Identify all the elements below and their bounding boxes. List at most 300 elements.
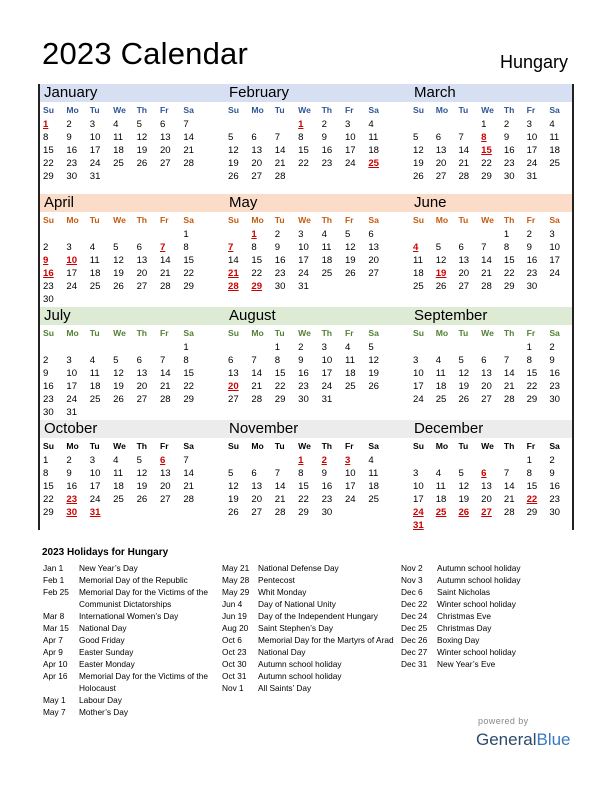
holiday-item bbox=[222, 682, 394, 694]
day-cell: 18 bbox=[113, 481, 124, 492]
weekday-label: Fr bbox=[159, 441, 169, 451]
day-cell: 20 bbox=[251, 158, 263, 169]
day-cell bbox=[160, 506, 183, 519]
week-row bbox=[410, 519, 572, 532]
holiday-name: National Day bbox=[79, 623, 127, 633]
week-row bbox=[410, 254, 572, 267]
day-cell: 23 bbox=[526, 268, 538, 279]
day-cell: 10 bbox=[66, 368, 78, 379]
day-cell: 11 bbox=[113, 132, 124, 143]
day-cell: 22 bbox=[481, 158, 492, 169]
day-cell: 24 bbox=[321, 381, 333, 392]
day-cell: 27 bbox=[458, 281, 470, 292]
weekday-label: Mo bbox=[251, 215, 264, 225]
day-cell: 30 bbox=[549, 394, 560, 405]
week-row bbox=[410, 467, 572, 480]
day-cell: 18 bbox=[435, 381, 447, 392]
day-cell: 3 bbox=[526, 119, 532, 130]
holiday-item bbox=[222, 598, 394, 610]
day-cell: 26 bbox=[344, 268, 356, 279]
day-cell: 13 bbox=[458, 255, 470, 266]
day-cell: 12 bbox=[113, 255, 124, 266]
day-cell: 12 bbox=[458, 481, 470, 492]
week-row bbox=[410, 241, 572, 254]
day-cell: 12 bbox=[344, 242, 356, 253]
day-cell: 10 bbox=[66, 255, 78, 266]
day-cell: 1 bbox=[43, 455, 49, 466]
day-cell: 26 bbox=[458, 507, 470, 518]
week-row bbox=[410, 393, 572, 406]
day-cell: 16 bbox=[298, 368, 309, 379]
day-cell: 2 bbox=[549, 455, 555, 466]
day-cell: 2 bbox=[526, 229, 532, 240]
holiday-date: Apr 9 bbox=[43, 647, 63, 657]
day-cell: 2 bbox=[66, 455, 72, 466]
day-cell: 23 bbox=[43, 281, 54, 292]
day-cell: 3 bbox=[344, 119, 351, 130]
weekday-label: We bbox=[481, 105, 494, 115]
day-cell: 21 bbox=[251, 381, 263, 392]
holiday-name: Whit Monday bbox=[258, 587, 307, 597]
day-cell: 12 bbox=[136, 132, 148, 143]
day-cell bbox=[436, 228, 459, 241]
day-cell bbox=[413, 454, 436, 467]
day-cell: 3 bbox=[66, 242, 72, 253]
day-cell: 25 bbox=[89, 281, 101, 292]
month-name: July bbox=[40, 307, 225, 325]
month-days bbox=[40, 341, 225, 421]
day-cell: 5 bbox=[113, 355, 119, 366]
day-cell: 27 bbox=[251, 507, 263, 518]
holiday-name: All Saints’ Day bbox=[258, 683, 312, 693]
day-cell: 8 bbox=[481, 132, 487, 143]
holiday-item bbox=[222, 670, 394, 682]
day-cell bbox=[368, 280, 391, 293]
day-cell: 9 bbox=[43, 255, 49, 266]
day-cell: 16 bbox=[526, 255, 538, 266]
weekday-header bbox=[410, 212, 572, 226]
holiday-name: National Day bbox=[258, 647, 306, 657]
holiday-name: International Women’s Day bbox=[79, 611, 179, 621]
weekday-label: Fr bbox=[526, 105, 536, 115]
day-cell bbox=[160, 228, 183, 241]
day-cell: 28 bbox=[274, 507, 286, 518]
holiday-date: Dec 31 bbox=[401, 659, 428, 669]
brand-logo[interactable] bbox=[476, 730, 571, 750]
day-cell bbox=[90, 293, 113, 306]
weekday-label: Su bbox=[228, 328, 239, 338]
week-row bbox=[40, 354, 225, 367]
day-cell: 28 bbox=[503, 394, 515, 405]
day-cell: 19 bbox=[458, 494, 470, 505]
day-cell: 23 bbox=[503, 158, 515, 169]
weekday-label: Su bbox=[43, 215, 54, 225]
week-row bbox=[40, 480, 225, 493]
weekday-label: Su bbox=[228, 215, 239, 225]
holiday-name: Winter school holiday bbox=[437, 647, 516, 657]
day-cell: 3 bbox=[89, 455, 96, 466]
day-cell: 13 bbox=[159, 132, 171, 143]
holiday-date: Oct 30 bbox=[222, 659, 247, 669]
day-cell: 2 bbox=[298, 342, 304, 353]
weekday-label: Th bbox=[503, 105, 515, 115]
week-row bbox=[410, 380, 572, 393]
day-cell: 18 bbox=[89, 381, 101, 392]
day-cell: 28 bbox=[274, 171, 286, 182]
day-cell: 7 bbox=[183, 455, 189, 466]
day-cell bbox=[481, 454, 504, 467]
day-cell: 7 bbox=[159, 242, 166, 253]
day-cell: 11 bbox=[368, 132, 379, 143]
holiday-date: Aug 20 bbox=[222, 623, 249, 633]
day-cell bbox=[228, 341, 251, 354]
day-cell bbox=[160, 170, 183, 183]
day-cell: 30 bbox=[66, 171, 78, 182]
brand-part1: General bbox=[476, 730, 537, 749]
day-cell bbox=[458, 118, 481, 131]
month-february bbox=[225, 84, 410, 194]
day-cell: 4 bbox=[435, 468, 442, 479]
day-cell: 19 bbox=[344, 255, 356, 266]
day-cell bbox=[322, 170, 345, 183]
day-cell: 5 bbox=[136, 119, 142, 130]
day-cell: 25 bbox=[113, 494, 124, 505]
month-name: September bbox=[410, 307, 572, 325]
weekday-header bbox=[410, 325, 572, 339]
weekday-label: Su bbox=[43, 441, 54, 451]
holiday-date: Mar 15 bbox=[43, 623, 69, 633]
day-cell bbox=[66, 341, 89, 354]
day-cell: 23 bbox=[298, 381, 309, 392]
weekday-label: Th bbox=[503, 328, 515, 338]
weekday-label: Tu bbox=[274, 215, 285, 225]
day-cell: 26 bbox=[136, 158, 148, 169]
day-cell bbox=[368, 170, 391, 183]
weekday-header bbox=[225, 102, 410, 116]
day-cell: 2 bbox=[66, 119, 72, 130]
day-cell: 20 bbox=[481, 494, 492, 505]
day-cell: 6 bbox=[458, 242, 464, 253]
day-cell: 31 bbox=[321, 394, 333, 405]
holiday-column-1 bbox=[43, 562, 215, 718]
day-cell: 11 bbox=[549, 132, 560, 143]
day-cell bbox=[504, 341, 527, 354]
holiday-date: Feb 1 bbox=[43, 575, 65, 585]
month-january bbox=[40, 84, 225, 194]
holiday-name: Boxing Day bbox=[437, 635, 480, 645]
week-row bbox=[225, 280, 410, 293]
week-row bbox=[410, 341, 572, 354]
day-cell: 14 bbox=[228, 255, 239, 266]
week-row bbox=[40, 254, 225, 267]
day-cell: 9 bbox=[321, 468, 327, 479]
day-cell bbox=[458, 341, 481, 354]
day-cell: 9 bbox=[66, 468, 72, 479]
holiday-name: Memorial Day for the Victims of the Holocaust bbox=[79, 671, 208, 693]
day-cell bbox=[527, 519, 550, 532]
weekday-label: Tu bbox=[89, 441, 100, 451]
day-cell bbox=[251, 454, 274, 467]
day-cell: 15 bbox=[298, 145, 309, 156]
day-cell: 18 bbox=[368, 481, 380, 492]
weekday-label: Sa bbox=[368, 215, 379, 225]
holiday-name: Autumn school holiday bbox=[258, 671, 342, 681]
day-cell: 31 bbox=[89, 171, 101, 182]
day-cell: 21 bbox=[503, 381, 515, 392]
holiday-date: May 21 bbox=[222, 563, 250, 573]
day-cell: 20 bbox=[228, 381, 239, 392]
day-cell: 8 bbox=[298, 468, 304, 479]
weekday-label: Th bbox=[321, 215, 333, 225]
day-cell bbox=[66, 228, 89, 241]
day-cell bbox=[413, 228, 436, 241]
day-cell: 11 bbox=[113, 468, 124, 479]
day-cell: 22 bbox=[526, 494, 538, 505]
day-cell: 28 bbox=[228, 281, 239, 292]
day-cell bbox=[275, 118, 298, 131]
day-cell: 24 bbox=[413, 394, 424, 405]
weekday-label: Fr bbox=[526, 441, 536, 451]
week-row bbox=[40, 144, 225, 157]
day-cell bbox=[481, 519, 504, 532]
day-cell: 5 bbox=[228, 468, 234, 479]
day-cell bbox=[160, 293, 183, 306]
day-cell bbox=[298, 170, 321, 183]
day-cell: 10 bbox=[321, 355, 333, 366]
weekday-label: Fr bbox=[159, 328, 169, 338]
day-cell: 19 bbox=[136, 145, 148, 156]
day-cell: 24 bbox=[89, 158, 101, 169]
day-cell bbox=[251, 341, 274, 354]
holiday-item bbox=[401, 658, 573, 670]
day-cell: 14 bbox=[159, 368, 171, 379]
day-cell: 27 bbox=[228, 394, 239, 405]
month-days bbox=[225, 228, 410, 308]
day-cell: 16 bbox=[274, 255, 286, 266]
day-cell: 19 bbox=[458, 381, 470, 392]
day-cell: 20 bbox=[251, 494, 263, 505]
weekday-label: Su bbox=[228, 105, 239, 115]
day-cell: 29 bbox=[251, 281, 263, 292]
day-cell bbox=[183, 406, 206, 419]
week-row bbox=[410, 131, 572, 144]
day-cell: 31 bbox=[526, 171, 538, 182]
day-cell: 21 bbox=[159, 268, 171, 279]
weekday-label: Fr bbox=[344, 328, 354, 338]
day-cell: 17 bbox=[526, 145, 538, 156]
day-cell: 30 bbox=[274, 281, 286, 292]
day-cell bbox=[183, 293, 206, 306]
week-row bbox=[225, 241, 410, 254]
day-cell: 18 bbox=[413, 268, 424, 279]
day-cell: 20 bbox=[435, 158, 447, 169]
day-cell bbox=[66, 293, 89, 306]
day-cell: 4 bbox=[435, 355, 442, 366]
day-cell: 17 bbox=[66, 381, 78, 392]
day-cell: 16 bbox=[549, 368, 560, 379]
holiday-date: Oct 23 bbox=[222, 647, 247, 657]
weekday-header bbox=[410, 438, 572, 452]
month-november bbox=[225, 420, 410, 530]
holiday-date: Apr 7 bbox=[43, 635, 63, 645]
day-cell: 28 bbox=[458, 171, 470, 182]
week-row bbox=[225, 228, 410, 241]
day-cell: 26 bbox=[228, 171, 239, 182]
day-cell: 22 bbox=[503, 268, 515, 279]
day-cell: 12 bbox=[435, 255, 447, 266]
day-cell: 31 bbox=[89, 507, 101, 518]
day-cell bbox=[137, 341, 160, 354]
holiday-date: Apr 16 bbox=[43, 671, 68, 681]
weekday-label: We bbox=[298, 105, 311, 115]
weekday-label: We bbox=[298, 441, 311, 451]
day-cell bbox=[345, 280, 368, 293]
day-cell: 14 bbox=[251, 368, 263, 379]
weekday-label: Mo bbox=[66, 215, 79, 225]
country-label: Hungary bbox=[499, 52, 568, 72]
weekday-label: Sa bbox=[368, 105, 379, 115]
holiday-item bbox=[43, 658, 215, 670]
day-cell: 14 bbox=[458, 145, 470, 156]
week-row bbox=[225, 380, 410, 393]
day-cell: 27 bbox=[481, 394, 492, 405]
day-cell: 20 bbox=[159, 145, 171, 156]
day-cell: 1 bbox=[481, 119, 487, 130]
day-cell: 29 bbox=[481, 171, 492, 182]
day-cell: 22 bbox=[298, 158, 309, 169]
day-cell: 6 bbox=[136, 355, 142, 366]
day-cell: 18 bbox=[435, 494, 447, 505]
day-cell: 10 bbox=[413, 481, 424, 492]
day-cell: 11 bbox=[344, 355, 355, 366]
day-cell: 13 bbox=[368, 242, 380, 253]
day-cell: 20 bbox=[481, 381, 492, 392]
day-cell: 26 bbox=[136, 494, 148, 505]
day-cell: 19 bbox=[368, 368, 380, 379]
day-cell: 20 bbox=[368, 255, 380, 266]
day-cell: 10 bbox=[526, 132, 538, 143]
week-row bbox=[225, 157, 410, 170]
day-cell: 8 bbox=[251, 242, 257, 253]
calendar-row bbox=[38, 194, 574, 307]
holiday-name: Memorial Day of the Republic bbox=[79, 575, 188, 585]
week-row bbox=[225, 267, 410, 280]
month-days bbox=[410, 228, 572, 308]
day-cell: 23 bbox=[66, 158, 78, 169]
day-cell bbox=[90, 406, 113, 419]
day-cell: 11 bbox=[89, 368, 100, 379]
month-july bbox=[40, 307, 225, 420]
day-cell: 6 bbox=[251, 468, 257, 479]
holiday-column-2 bbox=[222, 562, 394, 694]
day-cell: 17 bbox=[344, 145, 356, 156]
day-cell: 5 bbox=[413, 132, 419, 143]
week-row bbox=[40, 280, 225, 293]
day-cell: 21 bbox=[274, 494, 286, 505]
holiday-name: Winter school holiday bbox=[437, 599, 516, 609]
weekday-label: Mo bbox=[251, 441, 264, 451]
weekday-label: Mo bbox=[66, 328, 79, 338]
week-row bbox=[225, 131, 410, 144]
day-cell: 13 bbox=[159, 468, 171, 479]
holiday-date: Jan 1 bbox=[43, 563, 64, 573]
day-cell bbox=[368, 393, 391, 406]
day-cell bbox=[137, 406, 160, 419]
day-cell: 5 bbox=[344, 229, 351, 240]
holiday-date: Dec 22 bbox=[401, 599, 428, 609]
day-cell: 9 bbox=[321, 132, 327, 143]
day-cell: 15 bbox=[526, 368, 538, 379]
weekday-label: Tu bbox=[458, 328, 469, 338]
day-cell: 21 bbox=[159, 381, 171, 392]
day-cell: 6 bbox=[228, 355, 234, 366]
week-row bbox=[40, 467, 225, 480]
week-row bbox=[410, 506, 572, 519]
holiday-item bbox=[43, 574, 215, 586]
weekday-header bbox=[410, 102, 572, 116]
day-cell: 16 bbox=[503, 145, 515, 156]
day-cell: 3 bbox=[413, 468, 419, 479]
day-cell: 1 bbox=[298, 455, 304, 466]
day-cell: 15 bbox=[503, 255, 515, 266]
holiday-item bbox=[401, 622, 573, 634]
weekday-header bbox=[40, 438, 225, 452]
day-cell: 17 bbox=[549, 255, 560, 266]
day-cell: 27 bbox=[481, 507, 492, 518]
day-cell: 18 bbox=[321, 255, 333, 266]
weekday-label: Sa bbox=[549, 105, 560, 115]
day-cell: 27 bbox=[368, 268, 380, 279]
day-cell: 8 bbox=[503, 242, 510, 253]
calendar-row bbox=[38, 84, 574, 194]
day-cell: 25 bbox=[368, 158, 380, 169]
day-cell: 4 bbox=[113, 455, 119, 466]
day-cell: 17 bbox=[344, 481, 356, 492]
holiday-name: Pentecost bbox=[258, 575, 295, 585]
day-cell: 13 bbox=[435, 145, 447, 156]
holiday-item bbox=[401, 562, 573, 574]
weekday-header bbox=[225, 212, 410, 226]
holiday-name: Saint Stephen’s Day bbox=[258, 623, 334, 633]
day-cell: 2 bbox=[274, 229, 281, 240]
calendar-row bbox=[38, 420, 574, 530]
weekday-label: Su bbox=[413, 215, 424, 225]
weekday-label: Th bbox=[321, 441, 333, 451]
month-days bbox=[225, 454, 410, 534]
holiday-name: Mother’s Day bbox=[79, 707, 129, 717]
weekday-label: Th bbox=[503, 215, 515, 225]
day-cell: 8 bbox=[43, 132, 49, 143]
week-row bbox=[40, 267, 225, 280]
holiday-date: Dec 24 bbox=[401, 611, 428, 621]
day-cell bbox=[322, 280, 345, 293]
holiday-name: Autumn school holiday bbox=[437, 563, 521, 573]
month-june bbox=[410, 194, 572, 307]
week-row bbox=[225, 393, 410, 406]
day-cell: 30 bbox=[66, 507, 78, 518]
day-cell: 27 bbox=[159, 494, 171, 505]
week-row bbox=[40, 157, 225, 170]
day-cell: 2 bbox=[549, 342, 555, 353]
day-cell: 8 bbox=[298, 132, 304, 143]
weekday-label: Fr bbox=[159, 105, 169, 115]
weekday-label: Th bbox=[503, 441, 515, 451]
day-cell: 3 bbox=[89, 119, 96, 130]
day-cell: 28 bbox=[159, 281, 171, 292]
day-cell: 17 bbox=[413, 381, 424, 392]
day-cell: 11 bbox=[413, 255, 423, 266]
holiday-date: May 1 bbox=[43, 695, 66, 705]
